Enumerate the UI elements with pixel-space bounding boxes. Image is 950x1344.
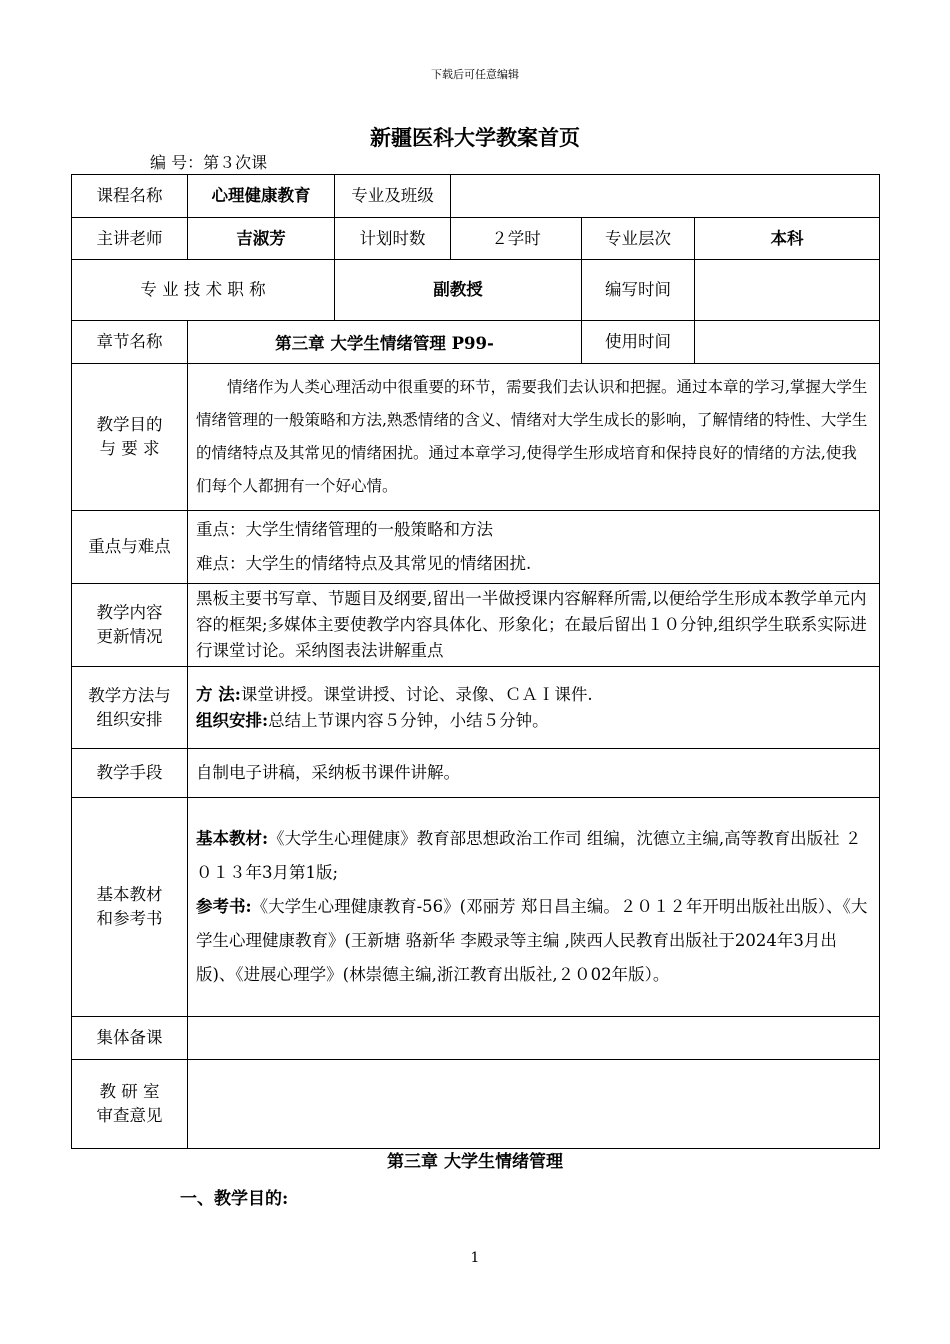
table-row [72,511,880,584]
org-value: 总结上节课内容５分钟，小结５分钟。 [268,710,549,730]
table-row [72,218,880,260]
method-key: 方 法: [196,684,241,704]
table-row [72,321,880,364]
method-line [196,682,871,708]
textbook-label [72,798,188,1017]
table-row [72,1060,880,1149]
means-text: 自制电子讲稿，采纳板书课件讲解。 [196,763,460,782]
update-text: 黑板主要书写章、节题目及纲要,留出一半做授课内容解释所需,以便给学生形成本教学单元内容的框架;多媒体主要使教学内容具体化、形象化；在最后留出１０分钟,组织学生联系实际进行课堂讨论。采纳图表法讲解重点 [196,589,867,660]
table-row [72,667,880,749]
objectives-label-line2: 与 要 求 [99,439,160,458]
planned-hours-value: ２学时 [451,218,582,260]
course-name-label: 课程名称 [72,175,188,218]
table-row [72,1017,880,1060]
means-content [188,749,880,798]
major-class-value [451,175,880,218]
level-label: 专业层次 [582,218,695,260]
update-label-line2: 更新情况 [96,627,163,646]
professional-title-value: 副教授 [335,260,582,321]
update-label [72,584,188,667]
table-row [72,260,880,321]
reference-key: 参考书: [196,897,252,916]
textbook-key: 基本教材: [196,829,269,848]
page-number: 1 [470,1250,480,1266]
textbook-label-line1: 基本教材 [96,885,163,905]
page-title: 新疆医科大学教案首页 [370,125,580,150]
org-line [196,708,871,734]
objectives-content [188,364,880,511]
level-value: 本科 [695,218,880,260]
methods-label [72,667,188,749]
table-row [72,749,880,798]
methods-label-line1: 教学方法与 [88,685,171,705]
update-label-line1: 教学内容 [96,603,163,623]
collective-prep-label: 集体备课 [72,1017,188,1060]
method-value: 课堂讲授。课堂讲授、讨论、录像、ＣＡＩ课件. [240,684,593,704]
teacher-value: 吉淑芳 [188,218,335,260]
methods-content [188,667,880,749]
collective-prep-value [188,1017,880,1060]
use-time-value [695,321,880,364]
key-point-text: 重点：大学生情绪管理的一般策略和方法 [196,520,493,539]
org-key: 组织安排: [196,710,269,730]
objectives-text: 情绪作为人类心理活动中很重要的环节，需要我们去认识和把握。通过本章的学习,掌握大学生情绪管理的一般策略和方法,熟悉情绪的含义、情绪对大学生成长的影响，了解情绪的特性、大学生的情绪特点及其常见的情绪困扰。通过本章学习,使得学生形成培育和保持良好的情绪的方法,使我们每个人都拥有一个好心情。 [196,378,868,495]
chapter-name-label: 章节名称 [72,321,188,364]
key-points-label: 重点与难点 [72,511,188,584]
compile-time-value [695,260,880,321]
lesson-plan-table [71,174,880,1149]
review-label-line2: 审查意见 [96,1106,163,1125]
methods-label-line2: 组织安排 [96,709,163,729]
use-time-label: 使用时间 [582,321,695,364]
review-label [72,1060,188,1149]
textbook-line [196,822,871,890]
professional-title-label: 专 业 技 术 职 称 [72,260,335,321]
review-label-line1: 教 研 室 [99,1082,160,1102]
download-note: 下载后可任意编辑 [431,68,519,81]
reference-line [196,890,871,992]
course-name-value: 心理健康教育 [188,175,335,218]
textbook-label-line2: 和参考书 [96,909,163,928]
difficult-point-text: 难点：大学生的情绪特点及其常见的情绪困扰. [196,554,532,573]
textbook-value: 《大学生心理健康》教育部思想政治工作司 组编，沈德立主编,高等教育出版社 ２０１３年3月第1版; [196,829,862,882]
table-row [72,364,880,511]
key-points-content [188,511,880,584]
serial-number: 编 号：第３次课 [150,153,268,172]
textbook-content [188,798,880,1017]
means-label: 教学手段 [72,749,188,798]
major-class-label: 专业及班级 [335,175,451,218]
objectives-label-line1: 教学目的 [96,415,163,435]
section-heading: 一、教学目的: [180,1189,289,1209]
reference-value: 《大学生心理健康教育-56》(邓丽芳 郑日昌主编。２０１２年开明出版社出版）、《大学生心理健康教育》(王新塘 骆新华 李殿录等主编 ,陕西人民教育出版社于2024年3月出版)、《进展心理学》(林崇德主编,浙江教育出版社,２０02年版）。 [196,897,868,984]
table-row [72,798,880,1017]
chapter-name-value: 第三章 大学生情绪管理 P99- [188,321,582,364]
chapter-heading: 第三章 大学生情绪管理 [387,1152,563,1172]
compile-time-label: 编写时间 [582,260,695,321]
update-content [188,584,880,667]
planned-hours-label: 计划时数 [335,218,451,260]
objectives-label [72,364,188,511]
teacher-label: 主讲老师 [72,218,188,260]
table-row [72,584,880,667]
table-row [72,175,880,218]
review-value [188,1060,880,1149]
